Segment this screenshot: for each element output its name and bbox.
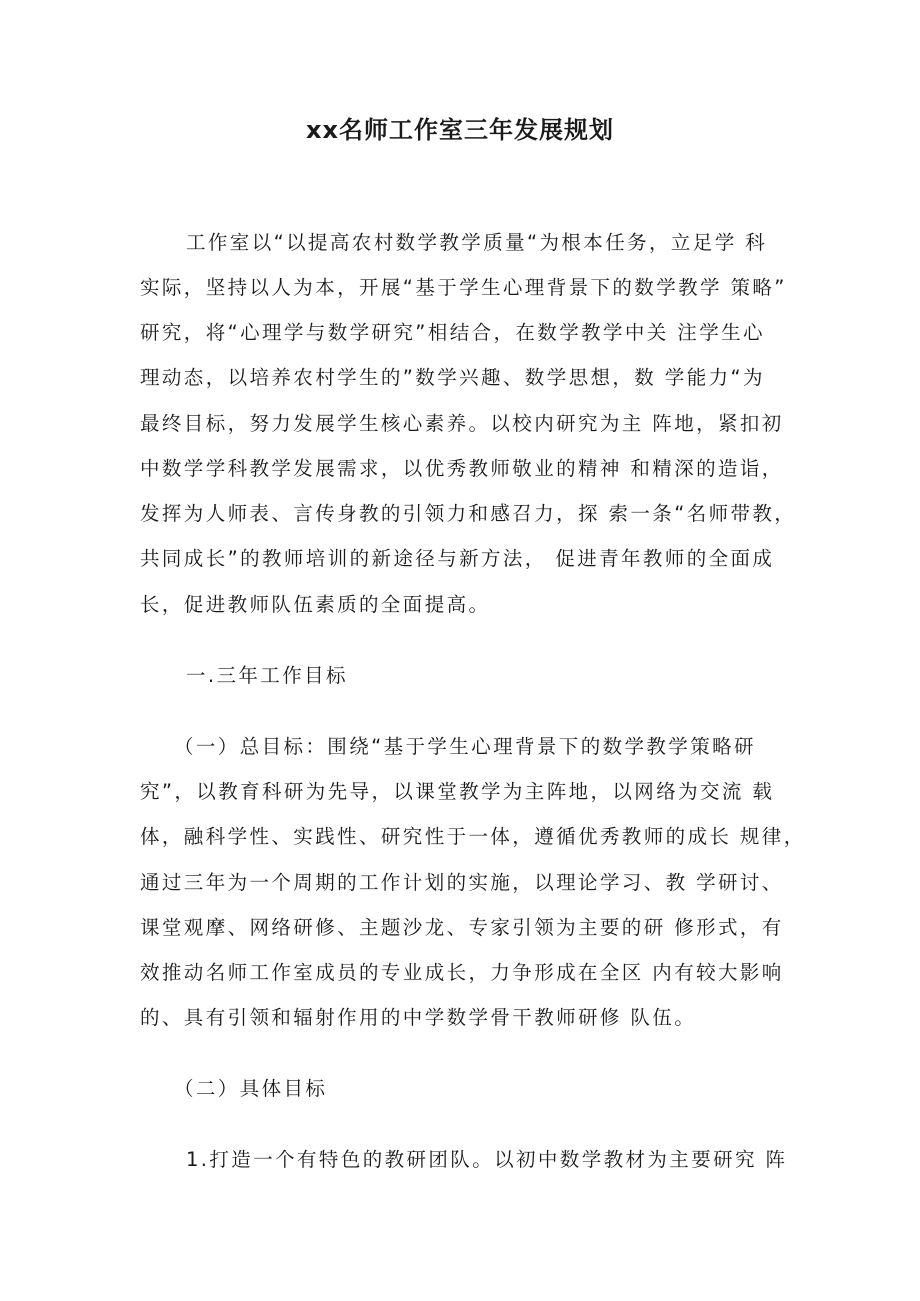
paragraph-line: 实际，坚持以人为本，开展“基于学生心理背景下的数学教学 策略” [140, 276, 787, 299]
paragraph-line: 究”，以教育科研为先导，以课堂教学为主阵地，以网络为交流 载 [140, 780, 775, 803]
paragraph-line: 中数学学科教学发展需求，以优秀教师敬业的精神 和精深的造诣， [140, 457, 784, 480]
paragraph-line: 共同成长”的教师培训的新途径与新方法， 促进青年教师的全面成 [140, 547, 775, 570]
paragraph-line: 研究，将“心理学与数学研究”相结合，在数学教学中关 注学生心 [140, 321, 765, 344]
paragraph-line: 长，促进教师队伍素质的全面提高。 [140, 593, 491, 616]
paragraph-line: 体，融科学性、实践性、研究性于一体，遵循优秀教师的成长 规律， [140, 825, 806, 848]
paragraph-line: 课堂观摩、网络研修、主题沙龙、专家引领为主要的研 修形式，有 [140, 916, 784, 939]
paragraph-line: 的、具有引领和辐射作用的中学数学骨干教师研修 队伍。 [140, 1006, 697, 1029]
paragraph-line: 发挥为人师表、言传身教的引领力和感召力，探 索一条“名师带教， [140, 502, 797, 525]
paragraph-line: 1.打造一个有特色的教研团队。以初中数学教材为主要研究 阵 [186, 1148, 788, 1171]
paragraph-line: 最终目标，努力发展学生核心素养。以校内研究为主 阵地，紧扣初 [140, 412, 784, 435]
paragraph-line: 效推动名师工作室成员的专业成长，力争形成在全区 内有较大影响 [140, 961, 784, 984]
section-heading: 一.三年工作目标 [186, 664, 348, 687]
paragraph-line: 工作室以“以提高农村数学教学质量“为根本任务，立足学 科 [186, 231, 768, 254]
document-title: xx名师工作室三年发展规划 [306, 116, 614, 144]
paragraph-line: （一）总目标：围绕“基于学生心理背景下的数学教学策略研 [174, 735, 756, 758]
paragraph-line: 通过三年为一个周期的工作计划的实施，以理论学习、教 学研讨、 [140, 871, 784, 894]
section-heading: （二）具体目标 [174, 1077, 328, 1100]
paragraph-line: 理动态，以培养农村学生的”数学兴趣、数学思想，数 学能力“为 [140, 366, 765, 389]
